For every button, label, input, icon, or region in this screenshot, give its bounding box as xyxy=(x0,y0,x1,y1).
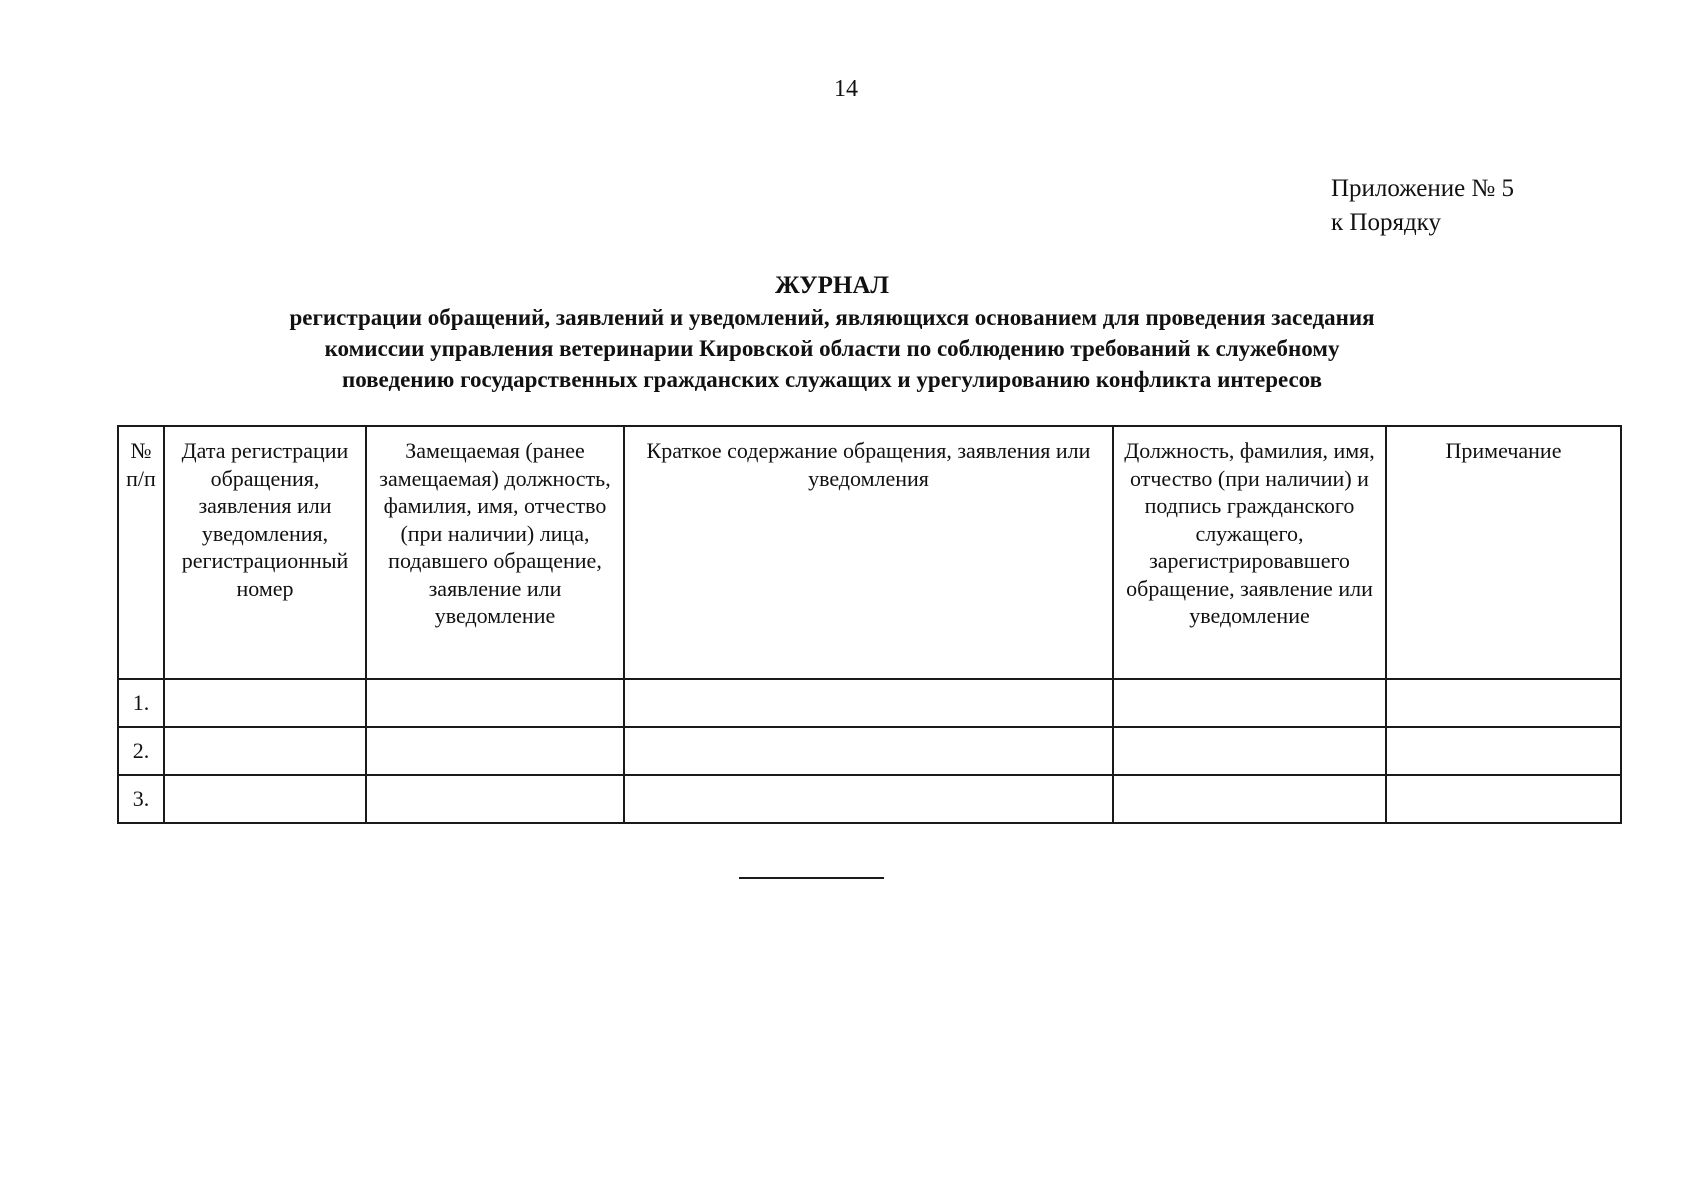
table-cell xyxy=(624,727,1113,775)
appendix-line-1: Приложение № 5 xyxy=(1331,175,1515,202)
table-cell: 2. xyxy=(118,727,164,775)
table-cell: 1. xyxy=(118,679,164,727)
table-cell xyxy=(164,775,366,823)
title-line-2: комиссии управления ветеринарии Кировской области по соблюдению требований к служебному xyxy=(324,336,1340,361)
table-cell: 3. xyxy=(118,775,164,823)
table-cell xyxy=(1113,679,1386,727)
table-header xyxy=(118,426,1621,679)
table-cell xyxy=(1113,727,1386,775)
header-row xyxy=(118,426,1621,679)
page-number: 14 xyxy=(834,76,858,102)
table-cell xyxy=(366,679,624,727)
table-cell xyxy=(164,727,366,775)
table-cell xyxy=(1386,727,1621,775)
header-cell-applicant: Замещаемая (ранее замещаемая) должность, фамилия, имя, отчество (при наличии) лица, подавшего обращение, заявление или уведомление xyxy=(366,426,624,679)
table-cell xyxy=(1386,679,1621,727)
title-line-1: регистрации обращений, заявлений и уведомлений, являющихся основанием для проведения заседания xyxy=(289,305,1375,330)
title-main: ЖУРНАЛ xyxy=(774,272,890,299)
appendix-note xyxy=(1331,172,1514,240)
table-cell xyxy=(1386,775,1621,823)
table-cell xyxy=(366,727,624,775)
appendix-line-2: к Порядку xyxy=(1331,209,1441,236)
table-cell xyxy=(624,775,1113,823)
journal-table xyxy=(117,425,1622,824)
header-cell-note: Примечание xyxy=(1386,426,1621,679)
header-cell-number: № п/п xyxy=(118,426,164,679)
end-divider xyxy=(739,877,884,879)
header-cell-registrar: Должность, фамилия, имя, отчество (при наличии) и подпись гражданского служащего, зарегистрировавшего обращение, заявление или уведомление xyxy=(1113,426,1386,679)
table-cell xyxy=(624,679,1113,727)
table-body xyxy=(118,679,1621,823)
document-title xyxy=(100,270,1564,395)
header-cell-summary: Краткое содержание обращения, заявления или уведомления xyxy=(624,426,1113,679)
table-cell xyxy=(1113,775,1386,823)
table-row xyxy=(118,679,1621,727)
table-cell xyxy=(366,775,624,823)
table-cell xyxy=(164,679,366,727)
title-line-3: поведению государственных гражданских служащих и урегулированию конфликта интересов xyxy=(341,367,1323,392)
header-cell-registration-date: Дата регистрации обращения, заявления или уведомления, регистрационный номер xyxy=(164,426,366,679)
table-row xyxy=(118,775,1621,823)
table-row xyxy=(118,727,1621,775)
